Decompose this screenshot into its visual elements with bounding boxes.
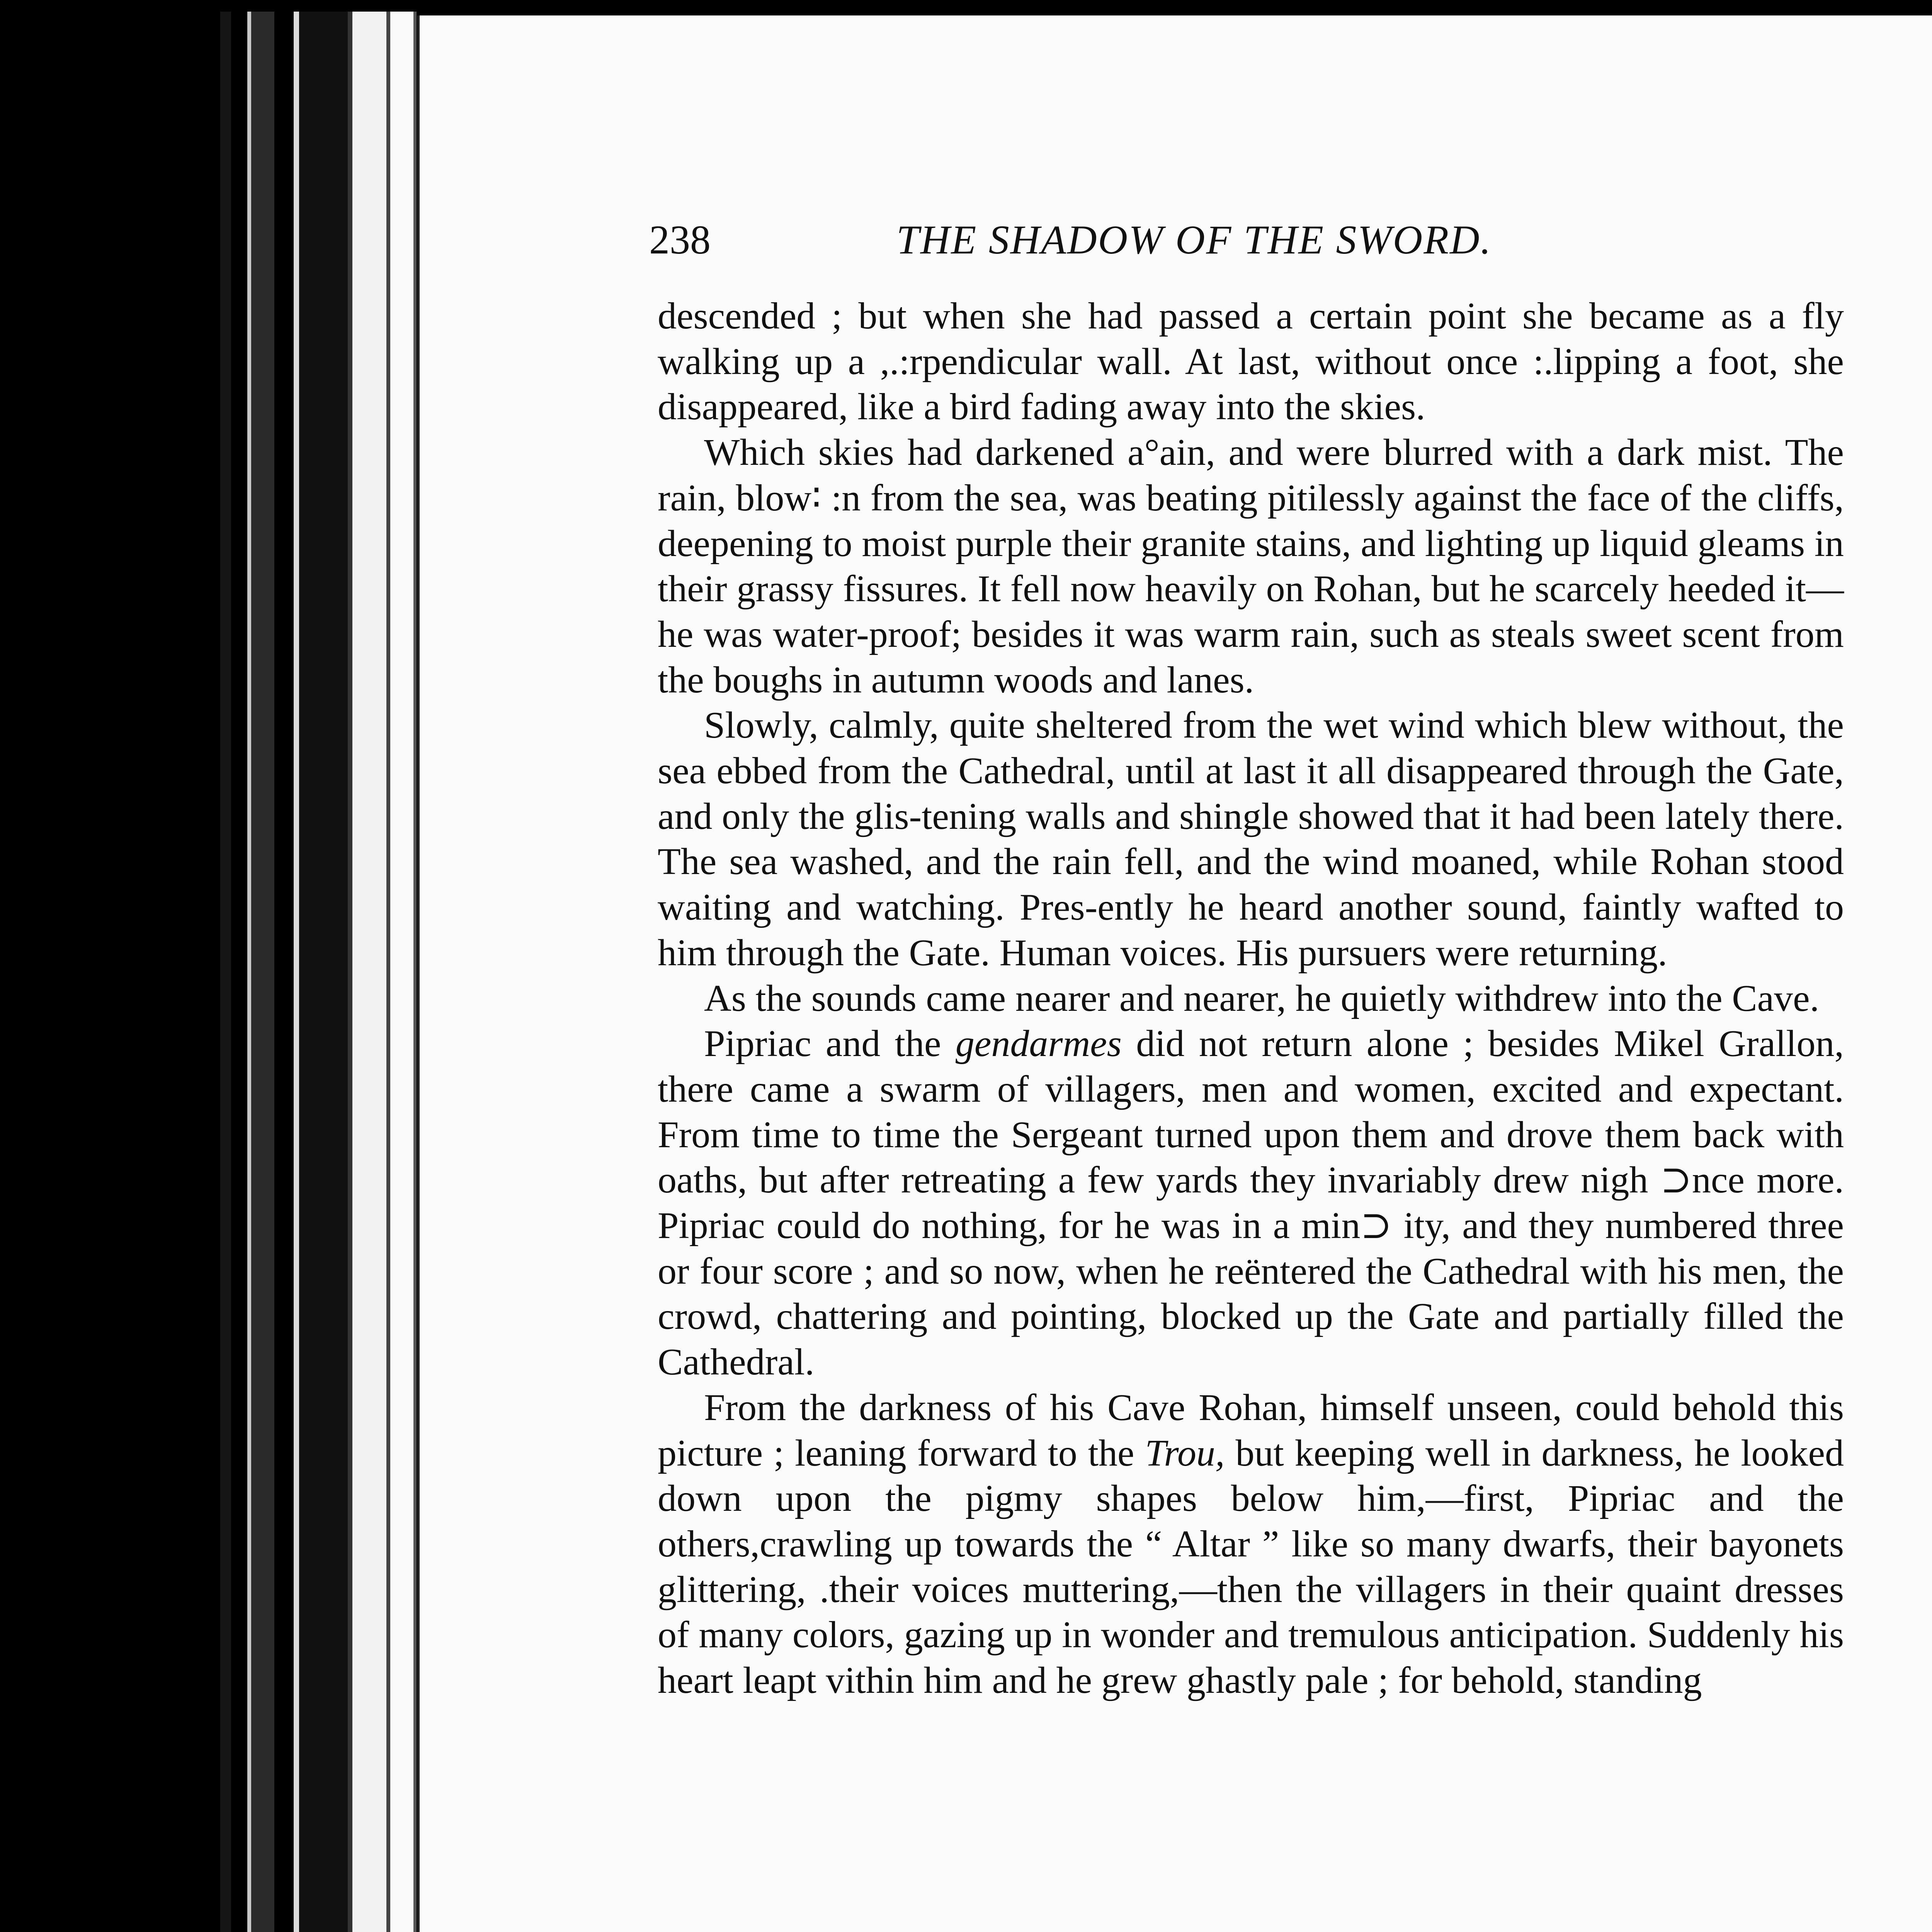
running-title: THE SHADOW OF THE SWORD. xyxy=(896,217,1492,262)
italic-text: Trou, xyxy=(1145,1432,1225,1474)
text-run: From the darkness of his Cave Rohan, himself unseen, could behold this picture ; leaning forward to the xyxy=(658,1386,1844,1474)
running-header xyxy=(649,216,1855,270)
paragraph xyxy=(658,1385,1844,1704)
binding-edge xyxy=(220,12,231,1932)
page-edge xyxy=(348,12,387,1932)
binding-edge xyxy=(294,12,353,1932)
binding-edge xyxy=(247,12,274,1932)
paragraph: Slowly, calmly, quite sheltered from the wet wind which blew without, the sea ebbed from the Cathedral, until at last it all disappeared through the Gate, and only the glis-tening walls and shingle showed that it had been lately there. The sea washed, and the rain fell, and the wind moaned, while Rohan stood waiting and watching. Pres-ently he heard another sound, faintly wafted to him through the Gate. Human voices. His pursuers were returning. xyxy=(658,704,1844,974)
body-text xyxy=(658,294,1844,1704)
page-number: 238 xyxy=(649,217,711,262)
italic-text: gendarmes xyxy=(955,1023,1122,1065)
text-run: Pipriac and the xyxy=(704,1023,956,1065)
paragraph: Which skies had darkened a°ain, and were blurred with a dark mist. The rain, blow∶ :n from the sea, was beating pitilessly against the face of the cliffs, deepening to moist purple their granite stains, and lighting up liquid gleams in their grassy fissures. It fell now heavily on Rohan, but he scarcely heeded it—he was water-proof; besides it was warm rain, such as steals sweet scent from the boughs in autumn woods and lanes. xyxy=(658,432,1844,701)
book-page xyxy=(417,15,1932,1932)
paragraph: descended ; but when she had passed a certain point she became as a fly walking up a ,.:rpendicular wall. At last, without once :.lipping a foot, she disappeared, like a bird fading away into the skies. xyxy=(658,295,1844,428)
paragraph: As the sounds came nearer and nearer, he quietly withdrew into the Cave. xyxy=(704,977,1820,1019)
page-edge xyxy=(386,12,417,1932)
paragraph xyxy=(658,1021,1844,1385)
text-run: did not return alone ; besides Mikel Grallon, there came a swarm of villagers, men and women, excited and expectant. From time to time the Sergeant turned upon them and drove them back with oaths, but after retreating a few yards they invariably drew nigh ⊃nce more. Pipriac could do nothing, for he was in a min⊃ ity, and they numbered three or four score ; and so now, when he reëntered the Cathedral with his men, the crowd, chattering and pointing, blocked up the Gate and partially filled the Cathedral. xyxy=(658,1023,1844,1383)
text-run: but keeping well in darkness, he looked down upon the pigmy shapes below him,—first, Pipriac and the others,crawling up towards the “ Altar ” like so many dwarfs, their bayonets glittering, .their voices muttering,—then the villagers in their quaint dresses of many colors, gazing up in wonder and tremulous anticipation. Suddenly his heart leapt vithin him and he grew ghastly pale ; for behold, standing xyxy=(658,1432,1844,1702)
